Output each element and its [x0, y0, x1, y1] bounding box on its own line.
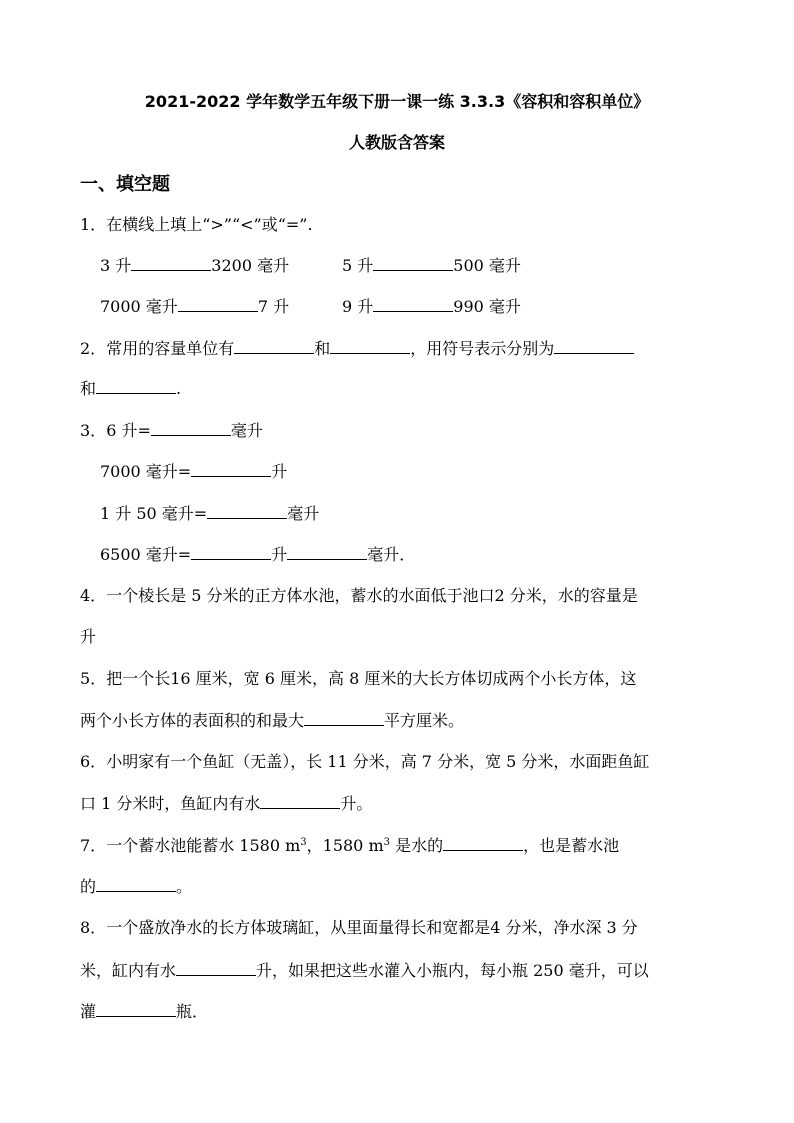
- question-number: 7．: [80, 836, 107, 855]
- question-number: 4．: [80, 586, 107, 605]
- answer-blank[interactable]: [131, 255, 211, 271]
- section-heading-fill-blank: 一、填空题: [80, 174, 170, 195]
- question-8-line-1: 8．一个盛放净水的长方体玻璃缸，从里面量得长和宽都是4 分米，净水深 3 分: [80, 918, 638, 937]
- question-8-line-2: 米，缸内有水 升，如果把这些水灌入小瓶内，每小瓶 250 毫升，可以: [80, 961, 649, 980]
- answer-blank[interactable]: [234, 338, 314, 354]
- answer-blank[interactable]: [176, 960, 256, 976]
- answer-blank[interactable]: [151, 420, 231, 436]
- question-3-line-2: 7000 毫升= 升: [100, 462, 288, 481]
- answer-blank[interactable]: [207, 503, 287, 519]
- question-3-line-1: 3．6 升= 毫升: [80, 421, 263, 440]
- answer-blank[interactable]: [96, 1001, 176, 1017]
- question-number: 2．: [80, 339, 107, 358]
- answer-blank[interactable]: [191, 461, 271, 477]
- question-6-line-1: 6．小明家有一个鱼缸（无盖），长 11 分米，高 7 分米，宽 5 分米，水面距鱼缸: [80, 752, 650, 771]
- question-8-line-3: 灌 瓶．: [80, 1002, 209, 1021]
- question-1-row-1: 3 升 3200 毫升: [100, 256, 290, 275]
- question-1-row-2: 7000 毫升 7 升: [100, 297, 290, 316]
- answer-blank[interactable]: [178, 296, 258, 312]
- answer-blank[interactable]: [191, 544, 271, 560]
- document-title-line2: 人教版含答案: [348, 133, 445, 152]
- answer-blank[interactable]: [260, 793, 340, 809]
- question-number: 3．: [80, 421, 107, 440]
- answer-blank[interactable]: [287, 544, 367, 560]
- question-number: 1．: [80, 215, 107, 234]
- question-7-line-2: 的 。: [80, 877, 193, 896]
- answer-blank[interactable]: [96, 378, 176, 394]
- answer-blank[interactable]: [373, 255, 453, 271]
- question-7-line-1: 7．一个蓄水池能蓄水 1580 $m^3$，1580 $m^3$ 是水的 ，也是蓄水池: [80, 836, 620, 855]
- question-number: 6．: [80, 752, 107, 771]
- question-1-row-2-right: 9 升 990 毫升: [342, 297, 521, 316]
- question-6-line-2: 口 1 分米时，鱼缸内有水 升。: [80, 794, 373, 813]
- document-title-line1: 2021-2022 学年数学五年级下册一课一练 3.3.3《容积和容积单位》: [144, 92, 650, 111]
- question-number: 8．: [80, 918, 107, 937]
- question-number: 5．: [80, 669, 107, 688]
- question-2-line-2: 和 .: [80, 379, 182, 398]
- answer-blank[interactable]: [443, 835, 523, 851]
- answer-blank[interactable]: [330, 338, 410, 354]
- question-4-line-1: 4．一个棱长是 5 分米的正方体水池，蓄水的水面低于池口2 分米，水的容量是: [80, 586, 638, 605]
- answer-blank[interactable]: [373, 296, 453, 312]
- question-text: 在横线上填上“>”“<”或“=”.: [106, 215, 313, 234]
- question-1-row-1-right: 5 升 500 毫升: [342, 256, 521, 275]
- question-1-prompt: [80, 215, 313, 235]
- answer-blank[interactable]: [554, 338, 634, 354]
- question-3-line-4: 6500 毫升= 升 毫升．: [100, 545, 416, 564]
- question-2-line-1: 2．常用的容量单位有 和 ，用符号表示分别为: [80, 338, 634, 359]
- question-5-line-1: 5．把一个长16 厘米，宽 6 厘米，高 8 厘米的大长方体切成两个小长方体，这: [80, 669, 637, 688]
- question-4-line-2: 升: [80, 627, 97, 646]
- answer-blank[interactable]: [96, 876, 176, 892]
- answer-blank[interactable]: [304, 710, 384, 726]
- question-5-line-2: 两个小长方体的表面积的和最大 平方厘米。: [80, 711, 465, 730]
- question-3-line-3: 1 升 50 毫升= 毫升: [100, 504, 320, 523]
